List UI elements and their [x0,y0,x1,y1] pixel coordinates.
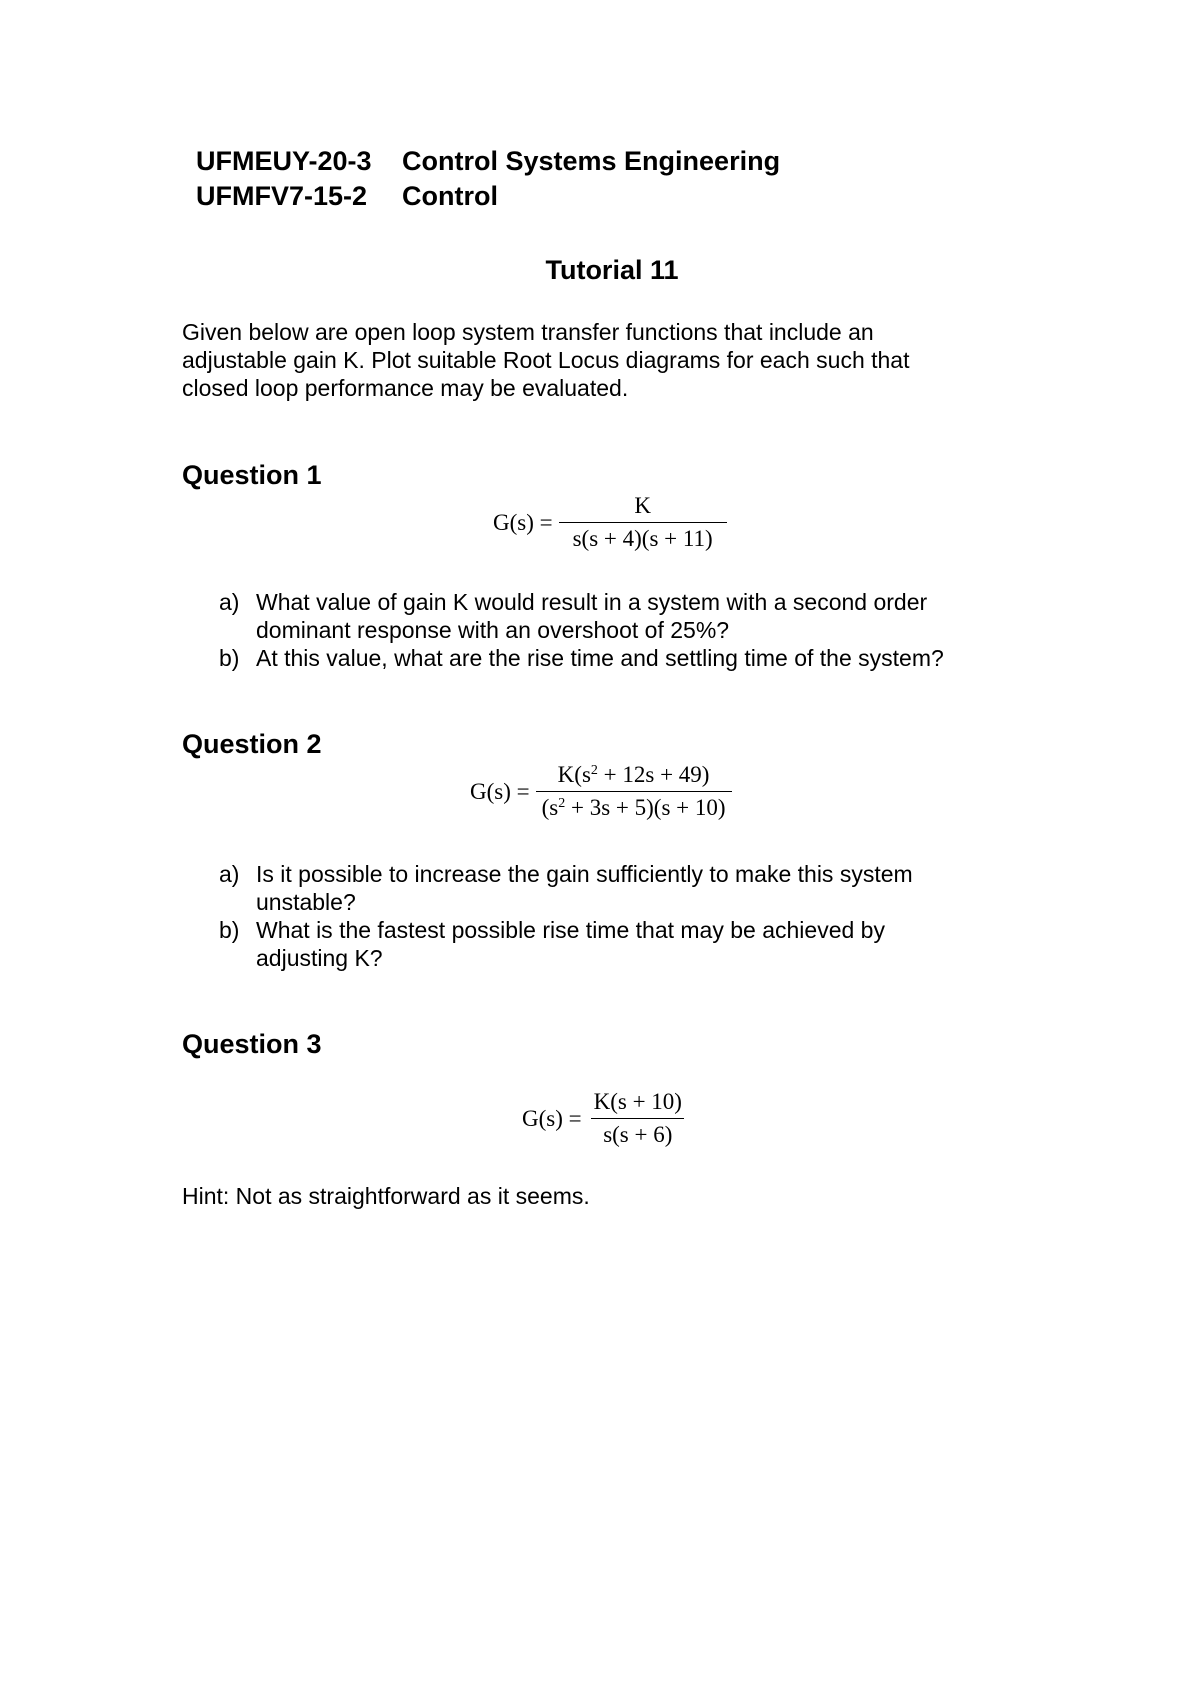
question-3-equation [522,1089,688,1148]
fraction-numerator: K [634,493,651,518]
intro-line: adjustable gain K. Plot suitable Root Locus diagrams for each such that [182,347,910,373]
course-code: UFMFV7-15-2 [196,181,368,211]
intro-line: Given below are open loop system transfer functions that include an [182,319,874,345]
item-line: unstable? [256,889,356,915]
course-line-1 [196,146,780,177]
numerator-part: K(s [557,762,591,787]
course-code: UFMEUY-20-3 [196,146,372,176]
question-1-item-a [219,588,1019,644]
question-1-equation [493,493,727,552]
course-line-2 [196,181,498,212]
fraction-denominator: s(s + 4)(s + 11) [559,522,727,552]
item-line: dominant response with an overshoot of 25%? [256,617,730,643]
item-text [256,588,927,644]
question-3-heading: Question 3 [182,1029,322,1059]
question-1-item-b [219,644,1019,672]
item-line: Is it possible to increase the gain sufficiently to make this system [256,861,913,887]
question-2-item-a [219,860,1019,916]
item-marker: a) [219,589,240,615]
numerator-part: + 12s + 49) [597,762,710,787]
fraction [536,762,732,821]
denominator-part: + 3s + 5)(s + 10) [565,795,726,820]
item-line: At this value, what are the rise time and settling time of the system? [256,645,944,671]
course-name: Control [402,181,498,211]
page-title: Tutorial 11 [545,255,679,285]
question-2-item-b [219,916,1019,972]
fraction [588,1089,688,1148]
item-marker: a) [219,861,240,887]
fraction [559,493,727,552]
item-text [256,644,944,672]
equation-lhs: G(s) = [493,509,553,535]
exponent: 2 [590,763,598,778]
equation-lhs: G(s) = [470,778,530,804]
equation-lhs: G(s) = [522,1105,582,1131]
intro-paragraph [182,318,910,402]
question-1-heading: Question 1 [182,460,322,490]
denominator-part: (s [541,795,559,820]
item-marker: b) [219,645,240,671]
question-2-equation [470,762,732,821]
item-line: What is the fastest possible rise time that may be achieved by [256,917,885,943]
item-text [256,860,913,916]
fraction-denominator [536,791,732,821]
fraction-numerator [552,762,716,791]
item-line: What value of gain K would result in a system with a second order [256,589,928,615]
question-2-heading: Question 2 [182,729,322,759]
exponent: 2 [558,796,566,811]
item-marker: b) [219,917,240,943]
question-3-hint: Hint: Not as straightforward as it seems. [182,1183,590,1209]
fraction-numerator: K(s + 10) [593,1089,682,1114]
course-name: Control Systems Engineering [402,146,781,176]
fraction-denominator: s(s + 6) [591,1118,684,1148]
item-text [256,916,885,972]
item-line: adjusting K? [256,945,383,971]
intro-line: closed loop performance may be evaluated. [182,375,629,401]
